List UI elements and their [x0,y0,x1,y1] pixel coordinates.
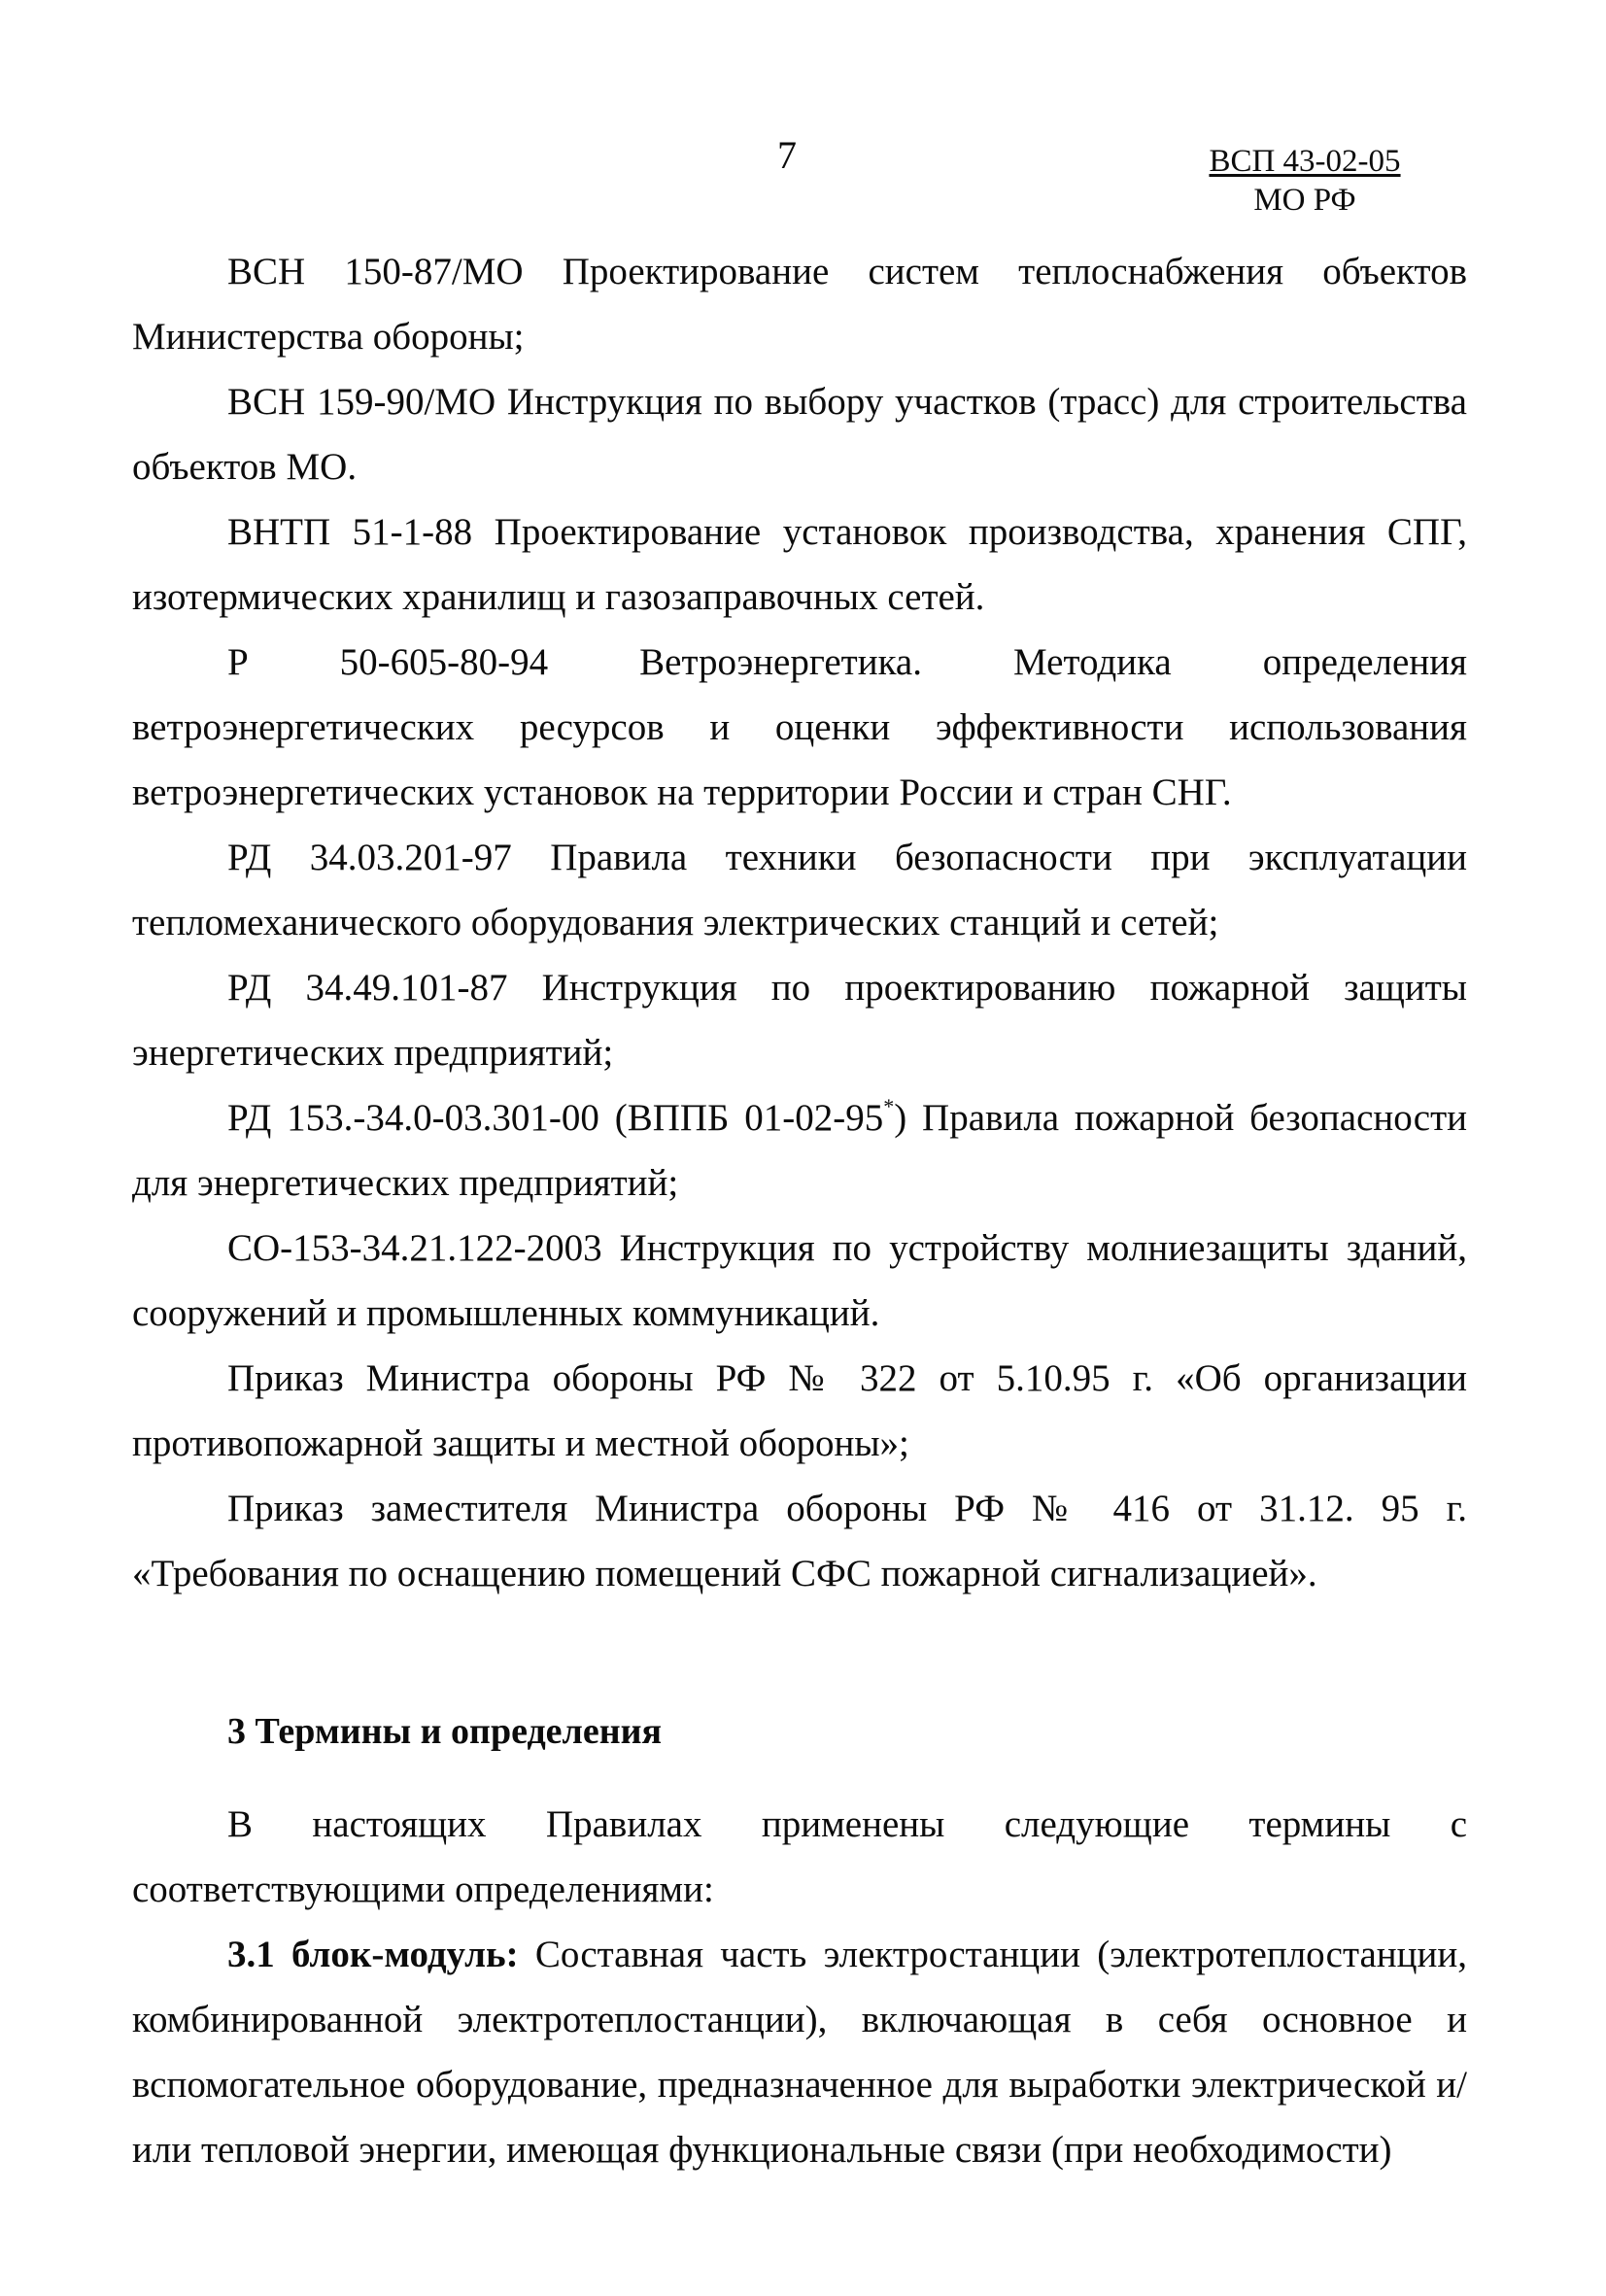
reference-item: Приказ Министра обороны РФ № 322 от 5.10.95 г. «Об организации противопожарной защиты и местной обороны»; [132,1357,1467,1464]
reference-item: Приказ заместителя Министра обороны РФ № 416 от 31.12. 95 г. «Требования по оснащению помещений СФС пожарной сигнализацией». [132,1488,1467,1594]
reference-item: РД 34.03.201-97 Правила техники безопасности при эксплуатации тепломеханического оборудования электрических станций и сетей; [132,837,1467,943]
term-text: Составная часть электростанции (электротеплостанции, комбинированной электротеплостанции), включающая в себя основное и вспомогательное оборудование, предназначенное для выработки электрической и/или тепловой энергии, имеющая функциональные связи (при необходимости) [132,1934,1468,2171]
document-body [132,239,1467,2182]
reference-item: Р 50-605-80-94 Ветроэнергетика. Методика определения ветроэнергетических ресурсов и оценки эффективности использования ветроэнергетических установок на территории России и стран СНГ. [132,641,1467,813]
reference-item: ВСН 150-87/МО Проектирование систем теплоснабжения объектов Министерства обороны; [132,251,1467,358]
document-code-block [1203,142,1407,220]
reference-text: ) Правила пожарной безопасности для энергетических предприятий; [132,1097,1467,1204]
page-number: 7 [777,133,797,177]
term-definition [132,1922,1467,2182]
section-heading: 3 Термины и определения [227,1711,663,1752]
reference-item: ВНТП 51-1-88 Проектирование установок производства, хранения СПГ, изотермических хранилищ и газозаправочных сетей. [132,511,1467,618]
term-label: 3.1 блок-модуль: [227,1934,519,1975]
document-code: ВСП 43-02-05 [1209,144,1401,179]
section-intro: В настоящих Правилах применены следующие термины с соответствующими определениями: [132,1803,1467,1910]
reference-item-fire-safety [132,1085,1467,1216]
reference-item: ВСН 159-90/МО Инструкция по выбору участков (трасс) для строительства объектов МО. [132,381,1467,488]
reference-text: РД 153.-34.0-03.301-00 (ВППБ 01-02-95 [227,1097,884,1139]
document-organization: МО РФ [1253,183,1356,218]
reference-item: РД 34.49.101-87 Инструкция по проектированию пожарной защиты энергетических предприятий; [132,967,1467,1074]
footnote-asterisk: * [883,1094,895,1118]
reference-item: СО-153-34.21.122-2003 Инструкция по устройству молниезащиты зданий, сооружений и промышленных коммуникаций. [132,1227,1467,1334]
